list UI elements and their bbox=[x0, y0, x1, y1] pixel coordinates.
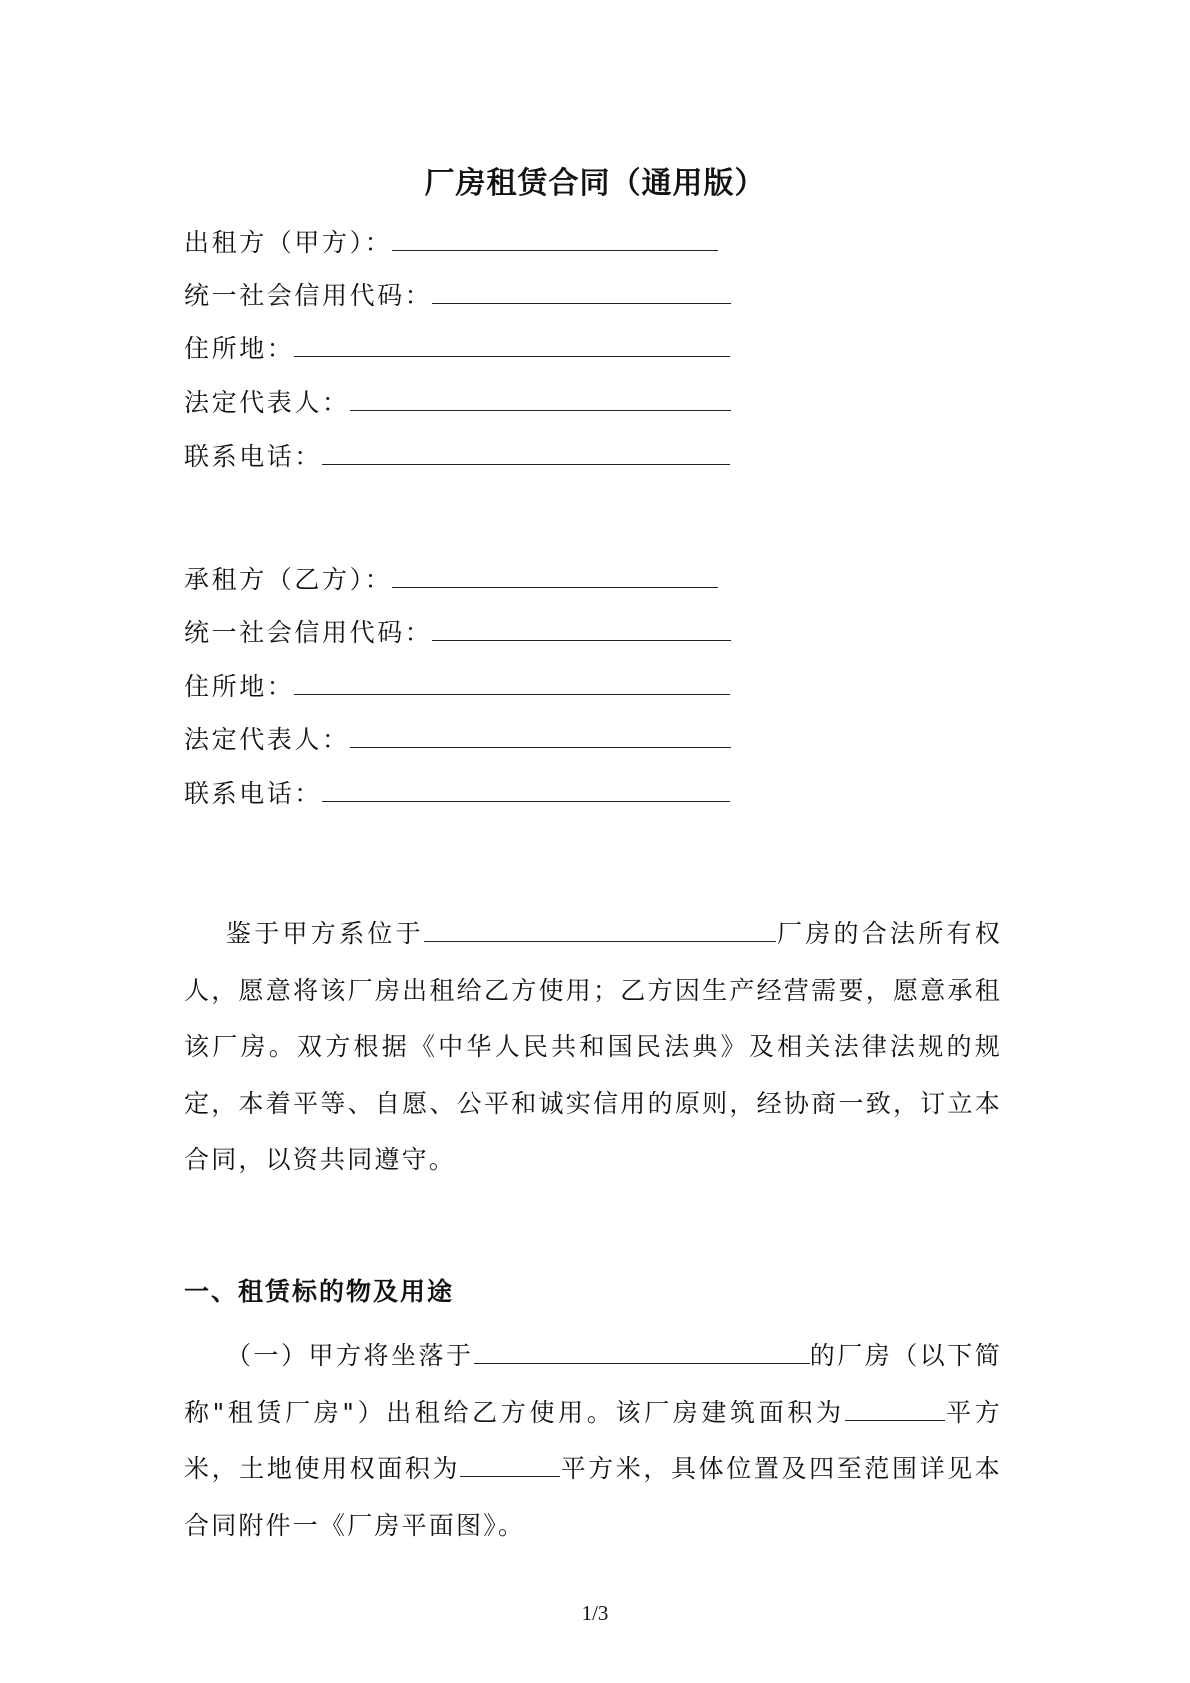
lessor-legal-rep-field bbox=[184, 386, 731, 420]
clause-paragraph bbox=[184, 1328, 1002, 1554]
lessee-credit-code-label: 统一社会信用代码： bbox=[184, 618, 433, 647]
lessee-party-field bbox=[184, 563, 718, 597]
lessor-credit-code-field bbox=[184, 279, 731, 313]
clause-text-3: 平方米，土地使用权面积为 bbox=[184, 1397, 1002, 1483]
lessee-phone-blank[interactable] bbox=[322, 777, 730, 802]
section-heading: 一、租赁标的物及用途 bbox=[184, 1277, 455, 1306]
lessee-legal-rep-field bbox=[184, 723, 731, 757]
lessor-credit-code-label: 统一社会信用代码： bbox=[184, 281, 433, 310]
lessee-legal-rep-label: 法定代表人： bbox=[184, 725, 350, 754]
lessor-address-label: 住所地： bbox=[184, 334, 295, 363]
lessee-phone-field bbox=[184, 777, 730, 811]
lessor-address-field bbox=[184, 332, 730, 366]
lessor-party-label: 出租方（甲方）： bbox=[184, 228, 393, 257]
clause-text-2: 的厂房（以下简称"租赁厂房"）出租给乙方使用。该厂房建筑面积为 bbox=[184, 1341, 1002, 1427]
lessee-credit-code-blank[interactable] bbox=[432, 616, 731, 641]
lessor-legal-rep-blank[interactable] bbox=[350, 386, 731, 411]
lessee-phone-label: 联系电话： bbox=[184, 779, 323, 808]
preamble-text-1: 鉴于甲方系位于 bbox=[226, 919, 424, 948]
lessor-address-blank[interactable] bbox=[294, 332, 730, 357]
document-title: 厂房租赁合同（通用版） bbox=[424, 166, 766, 201]
clause-text-1: （一）甲方将坐落于 bbox=[226, 1341, 474, 1370]
lessee-credit-code-field bbox=[184, 616, 731, 650]
lessor-credit-code-blank[interactable] bbox=[432, 279, 731, 304]
lessor-party-blank[interactable] bbox=[392, 226, 718, 251]
building-area-blank[interactable] bbox=[845, 1396, 945, 1421]
lessee-address-field bbox=[184, 670, 730, 704]
lessor-party-field bbox=[184, 226, 718, 260]
preamble-text-2: 厂房的合法所有权人，愿意将该厂房出租给乙方使用；乙方因生产经营需要，愿意承租该厂房。双方根据《中华人民共和国民法典》及相关法律法规的规定，本着平等、自愿、公平和诚实信用的原则，经协商一致，订立本合同，以资共同遵守。 bbox=[184, 919, 1003, 1174]
lessor-phone-field bbox=[184, 440, 730, 474]
lessee-address-blank[interactable] bbox=[294, 670, 730, 695]
page-number: 1/3 bbox=[581, 1601, 609, 1625]
lessor-phone-blank[interactable] bbox=[322, 440, 730, 465]
lessee-party-blank[interactable] bbox=[392, 563, 718, 588]
lessee-legal-rep-blank[interactable] bbox=[350, 723, 731, 748]
premises-address-blank[interactable] bbox=[474, 1339, 810, 1364]
factory-location-blank[interactable] bbox=[424, 917, 776, 942]
land-area-blank[interactable] bbox=[460, 1452, 560, 1477]
lessee-address-label: 住所地： bbox=[184, 672, 295, 701]
lessor-phone-label: 联系电话： bbox=[184, 442, 323, 471]
clause-text-4: 平方米，具体位置及四至范围详见本合同附件一《厂房平面图》。 bbox=[184, 1454, 1002, 1540]
lessor-legal-rep-label: 法定代表人： bbox=[184, 388, 350, 417]
preamble-paragraph bbox=[184, 906, 1002, 1189]
lessee-party-label: 承租方（乙方）： bbox=[184, 565, 393, 594]
